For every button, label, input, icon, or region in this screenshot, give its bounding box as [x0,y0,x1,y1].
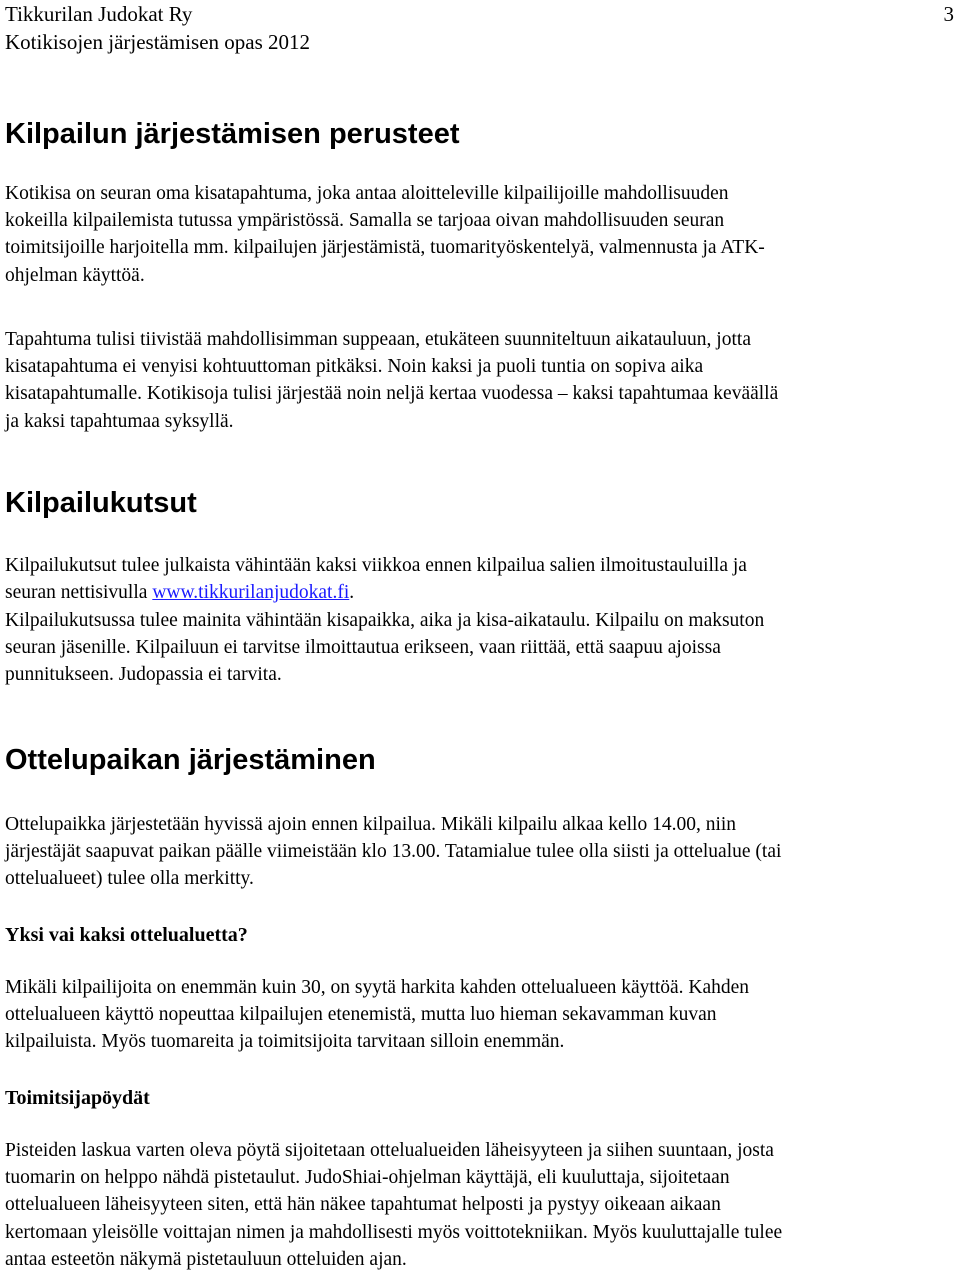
text-line: kisatapahtuma ei venyisi kohtuuttoman pitkäksi. Noin kaksi ja puoli tuntia on sopiva aika [5,356,704,378]
text-line: tuomarin on helppo nähdä pistetaulut. JudoShiai-ohjelman käyttäjä, eli kuuluttaja, sijoitetaan [5,1167,730,1189]
header-document-title: Kotikisojen järjestämisen opas 2012 [5,30,311,54]
text-line: Kilpailukutsussa tulee mainita vähintään kisapaikka, aika ja kisa-aikataulu. Kilpailu on maksuton [5,610,765,631]
text-line: ottelualueet) tulee olla merkitty. [5,868,254,890]
heading-kilpailun-jarjestamisen-perusteet: Kilpailun järjestämisen perusteet [5,118,460,150]
text-line: ottelualueen läheisyyteen siten, että hän näkee tapahtumat helposti ja pystyy oikeaan aikaan [5,1194,721,1216]
paragraph-kutsut-2 [5,607,955,689]
website-link[interactable]: www.tikkurilanjudokat.fi [152,582,350,604]
page-header [5,0,955,56]
text-line: punnitukseen. Judopassia ei tarvita. [5,664,282,686]
text-line: Tapahtuma tulisi tiivistää mahdollisimman suppeaan, etukäteen suunniteltuun aikatauluun, jotta [5,329,751,350]
subheading-toimitsijapoydat: Toimitsijapöydät [5,1087,150,1109]
paragraph-perusteet-1 [5,180,955,289]
text-fragment: . [349,582,355,604]
text-line: seuran jäsenille. Kilpailuun ei tarvitse ilmoittautua erikseen, vaan riittää, että saapuu ajoissa [5,637,721,659]
text-line: kilpailuista. Myös tuomareita ja toimitsijoita tarvitaan silloin enemmän. [5,1031,565,1053]
heading-kilpailukutsut: Kilpailukutsut [5,487,197,519]
text-line: Kilpailukutsut tulee julkaista vähintään kaksi viikkoa ennen kilpailua salien ilmoitustauluilla ja [5,555,747,576]
text-fragment: seuran nettisivulla [5,582,153,604]
text-line: ottelualueen käyttö nopeuttaa kilpailujen etenemistä, mutta luo hieman sekavamman kuvan [5,1004,717,1026]
header-organization: Tikkurilan Judokat Ry [5,2,193,26]
text-line: Mikäli kilpailijoita on enemmän kuin 30, on syytä harkita kahden ottelualueen käyttöä. Kahden [5,977,750,998]
paragraph-perusteet-2 [5,326,955,435]
page-number: 3 [943,2,954,26]
text-line: ohjelman käyttöä. [5,264,145,286]
subheading-yksi-vai-kaksi-ottelualuetta: Yksi vai kaksi ottelualuetta? [5,924,248,946]
text-line: Ottelupaikka järjestetään hyvissä ajoin ennen kilpailua. Mikäli kilpailu alkaa kello 14.00, niin [5,814,737,835]
paragraph-ottelupaikka-1 [5,811,955,893]
text-line: kokeilla kilpailemista tutussa ympäristössä. Samalla se tarjoaa oivan mahdollisuuden seuran [5,210,725,232]
text-line: antaa esteetön näkymä pistetauluun otteluiden ajan. [5,1248,407,1270]
text-line [5,579,955,606]
paragraph-ottelualueet [5,974,955,1056]
text-line: ja kaksi tapahtumaa syksyllä. [5,410,234,432]
text-line: toimitsijoille harjoitella mm. kilpailujen järjestämistä, tuomarityöskentelyä, valmennusta ja ATK- [5,237,765,259]
paragraph-toimitsijapoydat [5,1137,955,1273]
text-line: järjestäjät saapuvat paikan päälle viimeistään klo 13.00. Tatamialue tulee olla siisti ja ottelualue (tai [5,841,782,863]
text-line: kisatapahtumalle. Kotikisoja tulisi järjestää noin neljä kertaa vuodessa – kaksi tapahtumaa keväällä [5,383,779,405]
text-line: kertomaan yleisölle voittajan nimen ja mahdollisesti myös voittotekniikan. Myös kuuluttajalle tulee [5,1221,783,1243]
text-line: Pisteiden laskua varten oleva pöytä sijoitetaan ottelualueiden läheisyyteen ja siihen suuntaan, josta [5,1140,774,1161]
heading-ottelupaikan-jarjestaminen: Ottelupaikan järjestäminen [5,744,376,776]
text-line: Kotikisa on seuran oma kisatapahtuma, joka antaa aloitteleville kilpailijoille mahdollisuuden [5,183,729,204]
paragraph-kutsut-1 [5,552,955,606]
